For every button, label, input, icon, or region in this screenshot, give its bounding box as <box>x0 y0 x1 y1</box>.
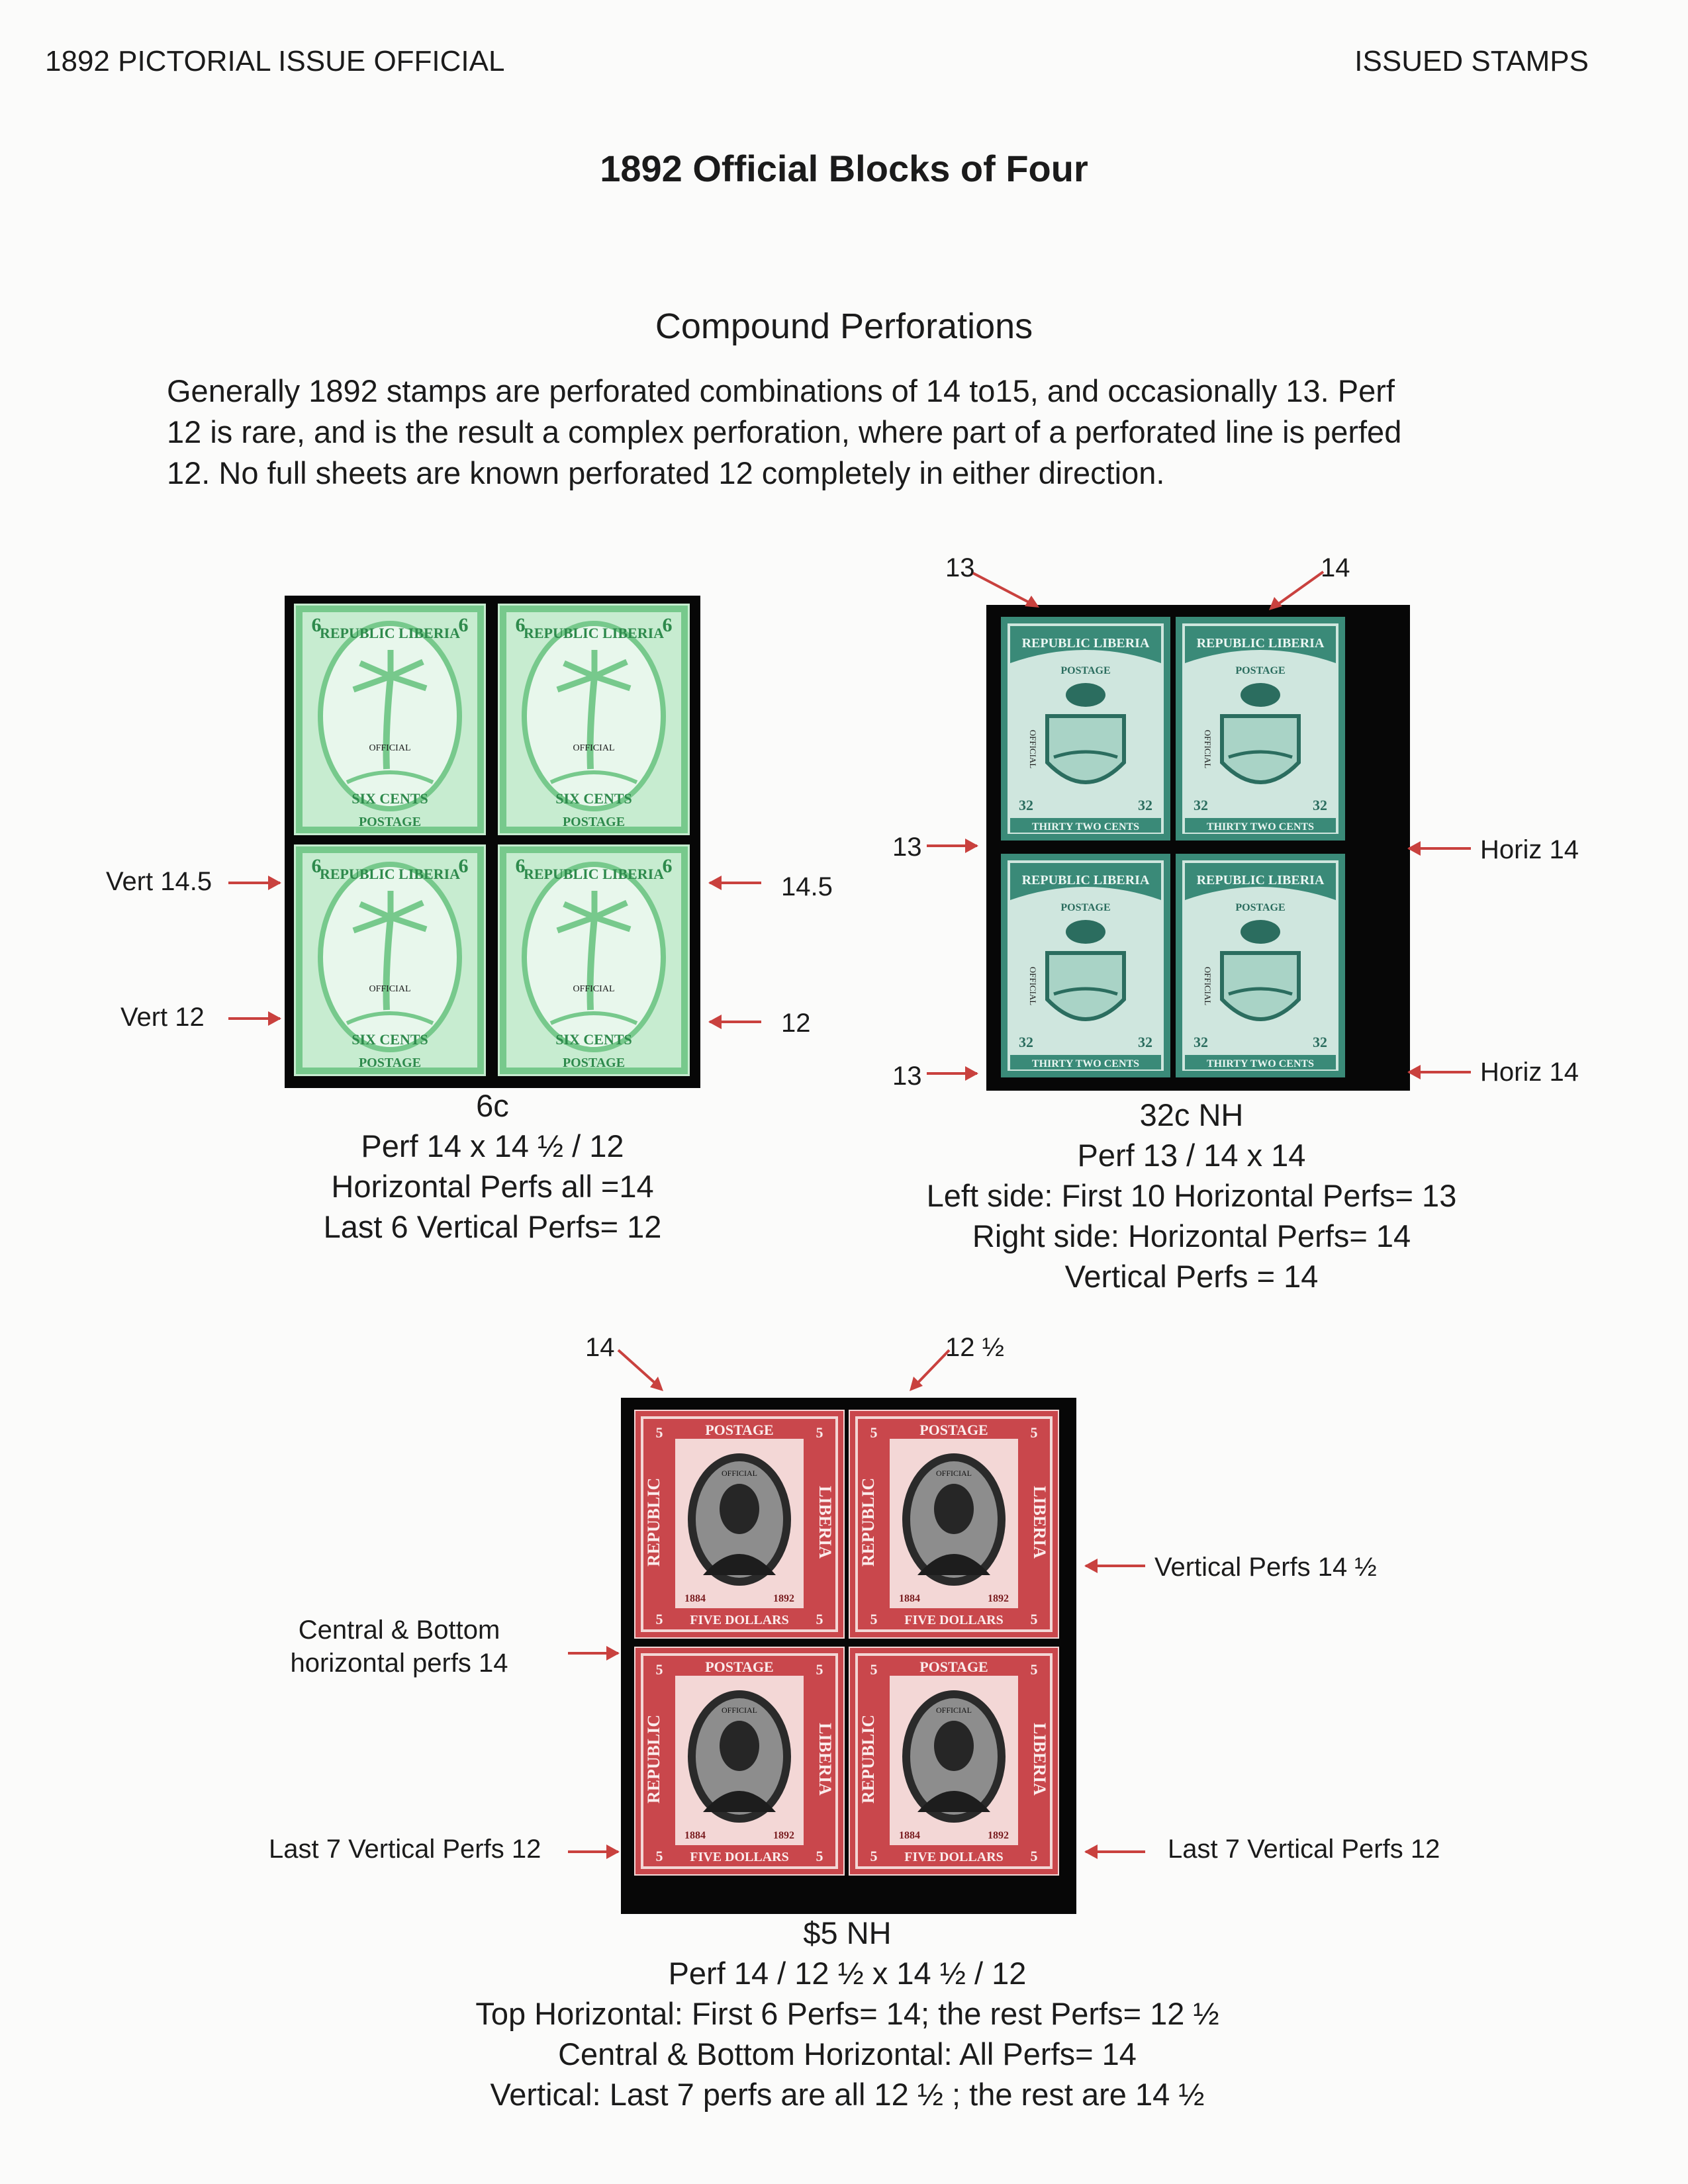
stamp-5-dollars-portrait <box>634 1410 845 1639</box>
svg-text:5: 5 <box>816 1661 823 1678</box>
svg-text:5: 5 <box>1030 1424 1038 1441</box>
svg-text:REPUBLIC LIBERIA: REPUBLIC LIBERIA <box>1196 636 1325 651</box>
caption-line: Perf 13 / 14 x 14 <box>1077 1138 1306 1173</box>
svg-text:32: 32 <box>1313 1034 1327 1050</box>
annotation-horiz-14-lower: Horiz 14 <box>1480 1058 1579 1087</box>
intro-paragraph <box>167 371 1557 494</box>
svg-text:6: 6 <box>515 614 526 636</box>
caption-6c <box>285 1085 700 1247</box>
svg-text:1892: 1892 <box>988 1593 1009 1604</box>
svg-text:POSTAGE: POSTAGE <box>1060 665 1111 676</box>
svg-text:5: 5 <box>870 1424 878 1441</box>
svg-text:OFFICIAL: OFFICIAL <box>369 743 411 753</box>
svg-text:OFFICIAL: OFFICIAL <box>369 984 411 994</box>
svg-text:1892: 1892 <box>773 1830 794 1841</box>
intro-line: Generally 1892 stamps are perforated combinations of 14 to15, and occasionally 13. Perf <box>167 373 1395 408</box>
caption-line: Last 6 Vertical Perfs= 12 <box>323 1209 662 1244</box>
header-left: 1892 PICTORIAL ISSUE OFFICIAL <box>45 45 505 77</box>
annotation-13-left-upper: 13 <box>892 833 922 862</box>
caption-line: Left side: First 10 Horizontal Perfs= 13 <box>926 1178 1457 1213</box>
stamp-32c-arms <box>1176 617 1345 841</box>
arrow-diagonal-icon <box>1268 569 1327 613</box>
svg-text:5: 5 <box>870 1611 878 1627</box>
svg-text:32: 32 <box>1019 797 1033 813</box>
caption-line: Right side: Horizontal Perfs= 14 <box>972 1218 1411 1253</box>
svg-text:OFFICIAL: OFFICIAL <box>573 984 615 994</box>
svg-text:POSTAGE: POSTAGE <box>562 1056 626 1070</box>
svg-text:OFFICIAL: OFFICIAL <box>1203 729 1213 769</box>
svg-text:OFFICIAL: OFFICIAL <box>935 1469 972 1478</box>
svg-text:REPUBLIC: REPUBLIC <box>859 1714 878 1804</box>
svg-text:LIBERIA: LIBERIA <box>1030 1723 1049 1796</box>
svg-text:THIRTY TWO CENTS: THIRTY TWO CENTS <box>1031 1058 1140 1069</box>
svg-text:5: 5 <box>816 1848 823 1864</box>
arrow-diagonal-icon <box>970 570 1043 610</box>
annotation-14-top: 14 <box>1321 553 1350 582</box>
annotation-vert-12-left: Vert 12 <box>120 1003 205 1032</box>
svg-text:6: 6 <box>311 855 322 877</box>
svg-text:OFFICIAL: OFFICIAL <box>1028 729 1038 769</box>
arrow-left-icon <box>1409 847 1471 850</box>
stamp-6c-palm <box>498 604 690 835</box>
arrow-right-icon <box>927 1072 977 1075</box>
svg-text:REPUBLIC LIBERIA: REPUBLIC LIBERIA <box>319 625 461 641</box>
annotation-12-right: 12 <box>781 1009 811 1038</box>
caption-line: Vertical Perfs = 14 <box>1064 1259 1319 1294</box>
svg-text:REPUBLIC LIBERIA: REPUBLIC LIBERIA <box>1196 873 1325 887</box>
caption-line: Horizontal Perfs all =14 <box>331 1169 654 1204</box>
svg-text:5: 5 <box>1030 1848 1038 1864</box>
svg-text:5: 5 <box>1030 1611 1038 1627</box>
caption-32c <box>861 1095 1523 1297</box>
svg-text:1884: 1884 <box>684 1830 706 1841</box>
intro-line: 12 is rare, and is the result a complex perforation, where part of a perforated line is perfed <box>167 414 1402 449</box>
annotation-14-top: 14 <box>585 1333 615 1362</box>
caption-line: $5 NH <box>803 1915 892 1950</box>
annotation-last-7-left: Last 7 Vertical Perfs 12 <box>269 1835 541 1864</box>
arrow-right-icon <box>228 882 280 884</box>
stamp-6c-palm <box>294 604 486 835</box>
arrow-diagonal-icon <box>907 1347 953 1394</box>
arrow-left-icon <box>1086 1850 1145 1853</box>
svg-text:32: 32 <box>1138 1034 1152 1050</box>
svg-text:THIRTY TWO CENTS: THIRTY TWO CENTS <box>1206 821 1315 833</box>
svg-text:OFFICIAL: OFFICIAL <box>1203 966 1213 1006</box>
svg-text:LIBERIA: LIBERIA <box>816 1723 835 1796</box>
svg-text:POSTAGE: POSTAGE <box>705 1659 774 1675</box>
caption-line: Vertical: Last 7 perfs are all 12 ½ ; the rest are 14 ½ <box>490 2077 1205 2112</box>
svg-text:OFFICIAL: OFFICIAL <box>573 743 615 753</box>
svg-text:SIX CENTS: SIX CENTS <box>555 1031 632 1048</box>
svg-text:32: 32 <box>1194 797 1208 813</box>
svg-text:FIVE DOLLARS: FIVE DOLLARS <box>690 1613 789 1627</box>
svg-text:FIVE DOLLARS: FIVE DOLLARS <box>904 1850 1004 1864</box>
arrow-left-icon <box>710 882 761 884</box>
svg-text:1884: 1884 <box>899 1593 920 1604</box>
svg-text:1892: 1892 <box>773 1593 794 1604</box>
annotation-line: horizontal perfs 14 <box>290 1649 508 1678</box>
caption-line: Central & Bottom Horizontal: All Perfs= 14 <box>558 2036 1137 2071</box>
svg-text:REPUBLIC: REPUBLIC <box>644 1714 663 1804</box>
stamp-32c-arms <box>1176 854 1345 1077</box>
annotation-horiz-14-upper: Horiz 14 <box>1480 835 1579 864</box>
svg-text:OFFICIAL: OFFICIAL <box>935 1706 972 1715</box>
svg-text:OFFICIAL: OFFICIAL <box>1028 966 1038 1006</box>
arrow-left-icon <box>1086 1565 1145 1567</box>
annotation-central-bottom <box>278 1614 520 1680</box>
svg-text:SIX CENTS: SIX CENTS <box>352 1031 428 1048</box>
arrow-right-icon <box>927 844 977 847</box>
svg-text:5: 5 <box>655 1661 663 1678</box>
svg-text:6: 6 <box>515 855 526 877</box>
svg-text:6: 6 <box>458 855 469 877</box>
svg-text:6: 6 <box>662 614 673 636</box>
stamp-32c-arms <box>1001 617 1170 841</box>
svg-text:6: 6 <box>311 614 322 636</box>
svg-text:1884: 1884 <box>899 1830 920 1841</box>
arrow-left-icon <box>710 1021 761 1023</box>
svg-text:POSTAGE: POSTAGE <box>919 1422 988 1438</box>
svg-text:POSTAGE: POSTAGE <box>562 815 626 829</box>
svg-text:1884: 1884 <box>684 1593 706 1604</box>
svg-text:LIBERIA: LIBERIA <box>1030 1486 1049 1559</box>
svg-text:5: 5 <box>816 1424 823 1441</box>
svg-text:POSTAGE: POSTAGE <box>1235 902 1286 913</box>
svg-text:SIX CENTS: SIX CENTS <box>555 790 632 807</box>
svg-text:OFFICIAL: OFFICIAL <box>721 1706 758 1715</box>
svg-text:REPUBLIC LIBERIA: REPUBLIC LIBERIA <box>523 625 665 641</box>
svg-text:FIVE DOLLARS: FIVE DOLLARS <box>690 1850 789 1864</box>
svg-text:REPUBLIC LIBERIA: REPUBLIC LIBERIA <box>1021 873 1150 887</box>
svg-text:5: 5 <box>655 1848 663 1864</box>
svg-text:32: 32 <box>1194 1034 1208 1050</box>
intro-line: 12. No full sheets are known perforated 12 completely in either direction. <box>167 455 1165 490</box>
svg-text:REPUBLIC LIBERIA: REPUBLIC LIBERIA <box>1021 636 1150 651</box>
svg-text:6: 6 <box>458 614 469 636</box>
svg-text:POSTAGE: POSTAGE <box>358 1056 422 1070</box>
stamp-6c-palm <box>294 844 486 1076</box>
svg-text:5: 5 <box>816 1611 823 1627</box>
svg-text:OFFICIAL: OFFICIAL <box>721 1469 758 1478</box>
caption-5-dollars <box>265 1913 1430 2115</box>
svg-text:POSTAGE: POSTAGE <box>919 1659 988 1675</box>
svg-text:5: 5 <box>870 1661 878 1678</box>
arrow-right-icon <box>568 1850 618 1853</box>
stamp-5-dollars-portrait <box>849 1410 1059 1639</box>
svg-text:LIBERIA: LIBERIA <box>816 1486 835 1559</box>
arrow-left-icon <box>1409 1071 1471 1073</box>
svg-text:REPUBLIC: REPUBLIC <box>859 1477 878 1567</box>
svg-text:THIRTY TWO CENTS: THIRTY TWO CENTS <box>1206 1058 1315 1069</box>
svg-text:5: 5 <box>1030 1661 1038 1678</box>
page-title: 1892 Official Blocks of Four <box>600 148 1088 189</box>
svg-text:SIX CENTS: SIX CENTS <box>352 790 428 807</box>
stamp-5-dollars-portrait <box>849 1647 1059 1876</box>
svg-text:REPUBLIC LIBERIA: REPUBLIC LIBERIA <box>523 866 665 882</box>
caption-line: Perf 14 / 12 ½ x 14 ½ / 12 <box>668 1956 1027 1991</box>
svg-text:5: 5 <box>655 1611 663 1627</box>
annotation-12-half-top: 12 ½ <box>945 1333 1004 1362</box>
caption-line: 6c <box>476 1088 509 1123</box>
caption-line: Top Horizontal: First 6 Perfs= 14; the rest Perfs= 12 ½ <box>475 1996 1219 2031</box>
arrow-diagonal-icon <box>616 1347 669 1394</box>
arrow-right-icon <box>228 1017 280 1020</box>
annotation-line: Central & Bottom <box>298 1615 500 1645</box>
svg-text:32: 32 <box>1019 1034 1033 1050</box>
svg-text:32: 32 <box>1138 797 1152 813</box>
stamp-6c-palm <box>498 844 690 1076</box>
stamp-32c-arms <box>1001 854 1170 1077</box>
header-right: ISSUED STAMPS <box>1354 45 1589 77</box>
svg-text:POSTAGE: POSTAGE <box>1060 902 1111 913</box>
svg-text:POSTAGE: POSTAGE <box>705 1422 774 1438</box>
arrow-right-icon <box>568 1652 618 1655</box>
annotation-14-5-right: 14.5 <box>781 872 833 901</box>
svg-text:32: 32 <box>1313 797 1327 813</box>
svg-text:POSTAGE: POSTAGE <box>358 815 422 829</box>
svg-text:FIVE DOLLARS: FIVE DOLLARS <box>904 1613 1004 1627</box>
svg-text:THIRTY TWO CENTS: THIRTY TWO CENTS <box>1031 821 1140 833</box>
annotation-vert-14-5-left: Vert 14.5 <box>106 867 212 896</box>
svg-text:POSTAGE: POSTAGE <box>1235 665 1286 676</box>
annotation-last-7-right: Last 7 Vertical Perfs 12 <box>1168 1835 1440 1864</box>
annotation-13-top: 13 <box>945 553 975 582</box>
caption-line: Perf 14 x 14 ½ / 12 <box>361 1128 624 1163</box>
svg-text:5: 5 <box>655 1424 663 1441</box>
stamp-5-dollars-portrait <box>634 1647 845 1876</box>
caption-line: 32c NH <box>1139 1097 1244 1132</box>
svg-text:1892: 1892 <box>988 1830 1009 1841</box>
annotation-vertical-14-half: Vertical Perfs 14 ½ <box>1154 1553 1377 1582</box>
svg-text:REPUBLIC LIBERIA: REPUBLIC LIBERIA <box>319 866 461 882</box>
svg-text:6: 6 <box>662 855 673 877</box>
section-subtitle: Compound Perforations <box>655 306 1033 346</box>
annotation-13-left-lower: 13 <box>892 1062 922 1091</box>
svg-text:REPUBLIC: REPUBLIC <box>644 1477 663 1567</box>
svg-text:5: 5 <box>870 1848 878 1864</box>
